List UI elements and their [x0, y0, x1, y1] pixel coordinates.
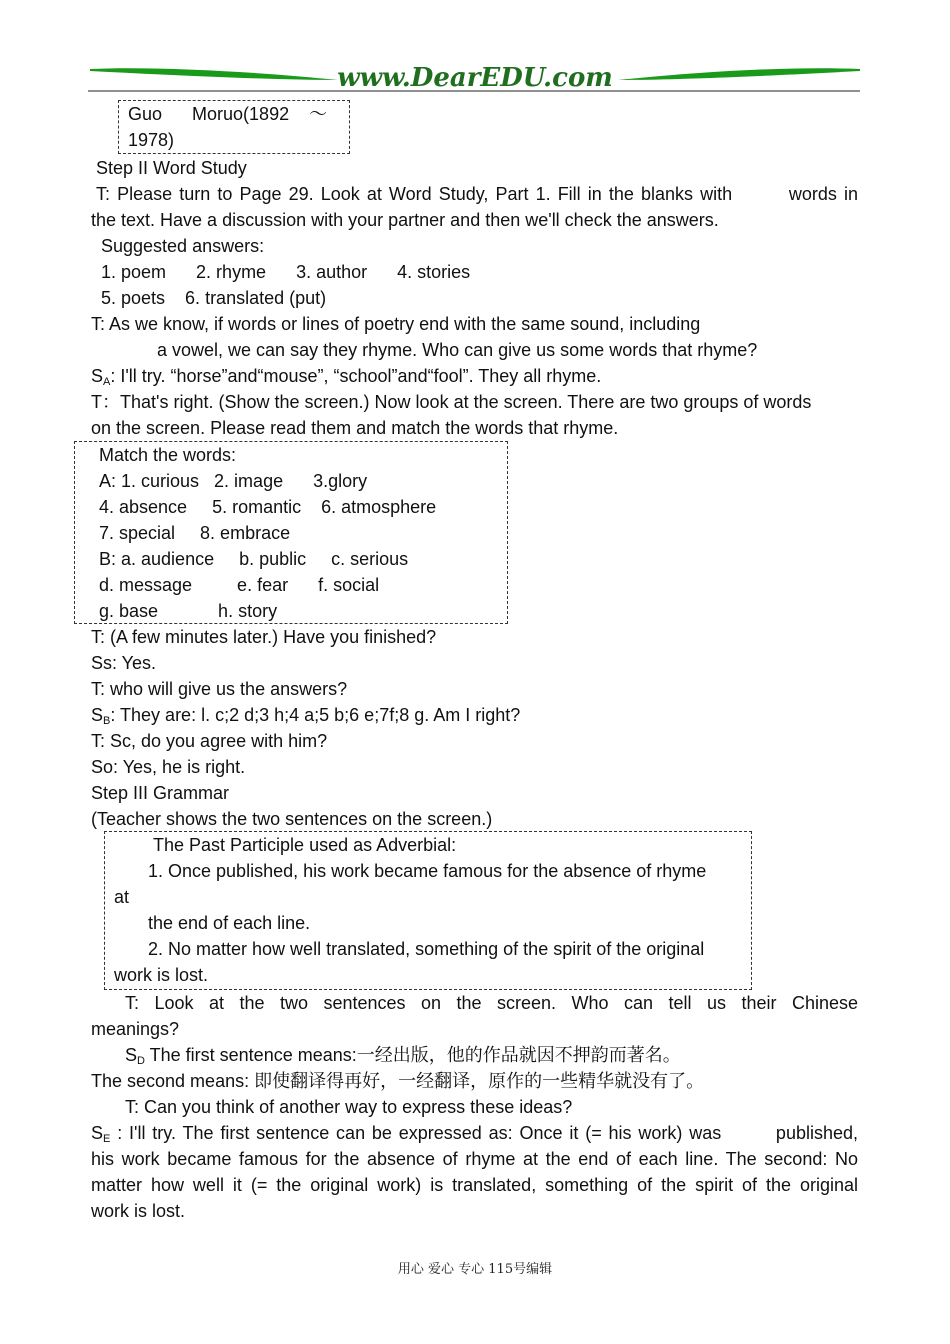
right-swoosh: [618, 68, 860, 80]
step3-t2: T: Can you think of another way to express these ideas?: [125, 1097, 573, 1117]
suggested-answers: Suggested answers:: [101, 236, 265, 256]
header-banner: [88, 62, 862, 94]
se-line2: his work became famous for the absence of rhyme at the end of each line. The second: No: [91, 1149, 858, 1169]
grammar-s2a: 2. No matter how well translated, something of the spirit of the original: [148, 939, 705, 959]
step3-t1a: T: Look at the two sentences on the screen. Who can tell us their Chinese: [125, 993, 858, 1013]
se-line: $S_E$ : I'll try. The first sentence can be expressed as: Once it (= his work) was published,: [91, 1123, 858, 1145]
sa-line: $S_A$: I'll try. “horse”and“mouse”, “school”and“fool”. They all rhyme.: [91, 366, 602, 388]
sb-line: $S_B$: They are: l. c;2 d;3 h;4 a;5 b;6 e;7f;8 g. Am I right?: [91, 705, 521, 727]
second-means: The second means: 即使翻译得再好，一经翻译，原作的一些精华就没有了。: [91, 1071, 705, 1091]
grammar-s2b: work is lost.: [114, 965, 209, 985]
match-a1: A: 1. curious 2. image 3.glory: [99, 471, 368, 491]
answers-line2: 5. poets 6. translated (put): [101, 288, 327, 308]
se-line3: matter how well it (= the original work) is translated, something of the spirit of the original: [91, 1175, 858, 1195]
grammar-s1a: 1. Once published, his work became famous for the absence of rhyme: [148, 861, 707, 881]
answers-line1: 1. poem 2. rhyme 3. author 4. stories: [101, 262, 471, 282]
grammar-s1b: at: [114, 887, 130, 907]
match-b2: d. message e. fear f. social: [99, 575, 380, 595]
step2-t2a: T: As we know, if words or lines of poetry end with the same sound, including: [91, 314, 701, 334]
dialog-3: T: who will give us the answers?: [91, 679, 348, 699]
step3-title: Step III Grammar: [91, 783, 230, 803]
step2-t1b: the text. Have a discussion with your partner and then we'll check the answers.: [91, 210, 719, 230]
dialog-5: T: Sc, do you agree with him?: [91, 731, 328, 751]
page-footer: 用心 爱心 专心 115号编辑: [397, 1262, 553, 1277]
match-title: Match the words:: [99, 445, 237, 465]
match-b1: B: a. audience b. public c. serious: [99, 549, 409, 569]
name-box-line1: Guo Moruo(1892 ～: [128, 104, 328, 124]
step2-title: Step II Word Study: [96, 158, 247, 178]
grammar-title: The Past Participle used as Adverbial:: [153, 835, 457, 855]
step2-t1a: T: Please turn to Page 29. Look at Word Study, Part 1. Fill in the blanks with words in: [96, 184, 858, 204]
left-swoosh: [90, 68, 338, 80]
se-line4: work is lost.: [91, 1201, 186, 1221]
sd-line: $S_D$ The first sentence means:一经出版，他的作品就因不押韵而著名。: [125, 1045, 681, 1067]
match-b3: g. base h. story: [99, 601, 278, 621]
site-logo: www.DearEDU.com: [337, 63, 613, 93]
name-box-line2: 1978): [128, 130, 175, 150]
step2-t2b: a vowel, we can say they rhyme. Who can give us some words that rhyme?: [157, 340, 758, 360]
step3-note: (Teacher shows the two sentences on the screen.): [91, 809, 493, 829]
step2-t3a: T：That's right. (Show the screen.) Now look at the screen. There are two groups of words: [91, 392, 812, 412]
dialog-2: Ss: Yes.: [91, 653, 157, 673]
step3-t1b: meanings?: [91, 1019, 180, 1039]
dialog-1: T: (A few minutes later.) Have you finished?: [91, 627, 437, 647]
step2-t3b: on the screen. Please read them and match the words that rhyme.: [91, 418, 619, 438]
grammar-s1c: the end of each line.: [148, 913, 311, 933]
dialog-6: So: Yes, he is right.: [91, 757, 246, 777]
match-a3: 7. special 8. embrace: [99, 523, 291, 543]
match-a2: 4. absence 5. romantic 6. atmosphere: [99, 497, 437, 517]
